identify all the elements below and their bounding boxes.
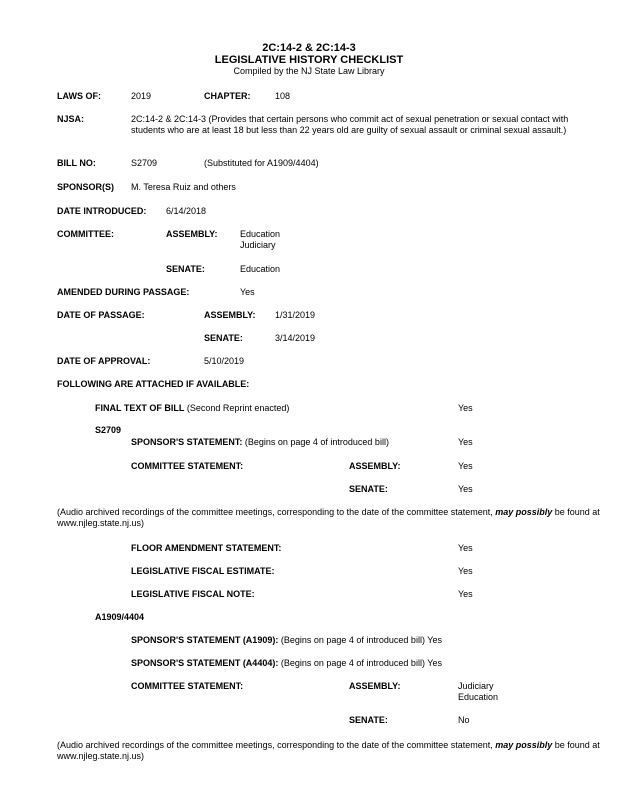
audio-note2-text-1: (Audio archived recordings of the committee meetings, corresponding to the date of the committee statement, [57, 740, 496, 750]
final-text-note: (Second Reprint enacted) [186, 403, 290, 413]
a1909-sponsor1-value: Yes [427, 635, 442, 645]
njsa-description: 2C:14-2 & 2C:14-3 (Provides that certain persons who commit act of sexual penetration or sexual contact with students who are at least 18 but less than 22 years old are guilty of sexual assault or criminal sexual assault.) [131, 114, 569, 135]
a1909-sponsor1-note: (Begins on page 4 of introduced bill) [280, 635, 425, 645]
title-checklist: LEGISLATIVE HISTORY CHECKLIST [214, 54, 404, 66]
a1909-assembly-2: Education [458, 692, 499, 702]
approval-label: DATE OF APPROVAL: [57, 356, 151, 366]
s2709-committee-label: COMMITTEE STATEMENT: [131, 461, 244, 471]
a1909-heading: A1909/4404 [95, 612, 145, 622]
s2709-sponsor-value: Yes [458, 437, 473, 447]
audio-note [57, 507, 602, 529]
committee-senate-value: Education [240, 264, 281, 274]
attached-heading: FOLLOWING ARE ATTACHED IF AVAILABLE: [57, 379, 250, 389]
audio-note-text-1: (Audio archived recordings of the committee meetings, corresponding to the date of the committee statement, [57, 507, 496, 517]
laws-of-label: LAWS OF: [57, 91, 101, 101]
chapter-value: 108 [275, 91, 291, 101]
bill-no-label: BILL NO: [57, 158, 96, 168]
njsa-label: NJSA: [57, 114, 85, 124]
fiscal-estimate-label: LEGISLATIVE FISCAL ESTIMATE: [131, 566, 275, 576]
s2709-heading: S2709 [95, 425, 122, 435]
a1909-sponsor2-note: (Begins on page 4 of introduced bill) [280, 658, 425, 668]
floor-amendment-value: Yes [458, 543, 473, 553]
approval-value: 5/10/2019 [204, 356, 245, 366]
fiscal-note-label: LEGISLATIVE FISCAL NOTE: [131, 589, 255, 599]
a1909-sponsor1-label: SPONSOR'S STATEMENT (A1909): [131, 635, 279, 645]
a1909-senate-label: SENATE: [349, 715, 388, 725]
passage-assembly-value: 1/31/2019 [275, 310, 316, 320]
amended-value: Yes [240, 287, 255, 297]
a1909-assembly-label: ASSEMBLY: [349, 681, 401, 691]
final-text-line [95, 403, 289, 414]
chapter-label: CHAPTER: [204, 91, 251, 101]
bill-substituted-note: (Substituted for A1909/4404) [204, 158, 319, 168]
bill-no-value: S2709 [131, 158, 158, 168]
s2709-assembly-value: Yes [458, 461, 473, 471]
s2709-sponsor-label: SPONSOR'S STATEMENT: [131, 437, 243, 447]
sponsors-label: SPONSOR(S) [57, 182, 115, 192]
amended-label: AMENDED DURING PASSAGE: [57, 287, 190, 297]
a1909-senate-value: No [458, 715, 470, 725]
audio-note-emphasis: may possibly [495, 507, 553, 517]
passage-senate-label: SENATE: [204, 333, 243, 343]
s2709-assembly-label: ASSEMBLY: [349, 461, 401, 471]
s2709-senate-value: Yes [458, 484, 473, 494]
committee-senate-label: SENATE: [166, 264, 205, 274]
committee-assembly-2: Judiciary [240, 240, 276, 250]
committee-label: COMMITTEE: [57, 229, 114, 239]
s2709-sponsor-line [131, 437, 389, 448]
date-introduced-value: 6/14/2018 [166, 206, 207, 216]
a1909-assembly-1: Judiciary [458, 681, 494, 691]
s2709-sponsor-note: (Begins on page 4 of introduced bill) [244, 437, 389, 447]
audio-note2-text-2: be found at www.njleg.state.nj.us) [57, 740, 600, 761]
a1909-sponsor2-label: SPONSOR'S STATEMENT (A4404): [131, 658, 279, 668]
passage-assembly-label: ASSEMBLY: [204, 310, 256, 320]
passage-senate-value: 3/14/2019 [275, 333, 316, 343]
a1909-sponsor2-value: Yes [427, 658, 442, 668]
audio-note2-emphasis: may possibly [495, 740, 553, 750]
audio-note-text-2: be found at www.njleg.state.nj.us) [57, 507, 600, 528]
a1909-committee-label: COMMITTEE STATEMENT: [131, 681, 244, 691]
final-text-value: Yes [458, 403, 473, 413]
sponsors-value: M. Teresa Ruiz and others [131, 182, 236, 192]
final-text-label: FINAL TEXT OF BILL [95, 403, 185, 413]
subtitle-compiled-by: Compiled by the NJ State Law Library [233, 66, 385, 76]
a1909-sponsor2-line [131, 658, 442, 669]
laws-of-value: 2019 [131, 91, 152, 101]
committee-assembly-label: ASSEMBLY: [166, 229, 218, 239]
audio-note-2 [57, 740, 602, 762]
date-introduced-label: DATE INTRODUCED: [57, 206, 147, 216]
s2709-senate-label: SENATE: [349, 484, 388, 494]
a1909-sponsor1-line [131, 635, 442, 646]
passage-label: DATE OF PASSAGE: [57, 310, 145, 320]
title-statute: 2C:14-2 & 2C:14-3 [262, 42, 356, 54]
fiscal-note-value: Yes [458, 589, 473, 599]
committee-assembly-1: Education [240, 229, 281, 239]
floor-amendment-label: FLOOR AMENDMENT STATEMENT: [131, 543, 282, 553]
fiscal-estimate-value: Yes [458, 566, 473, 576]
